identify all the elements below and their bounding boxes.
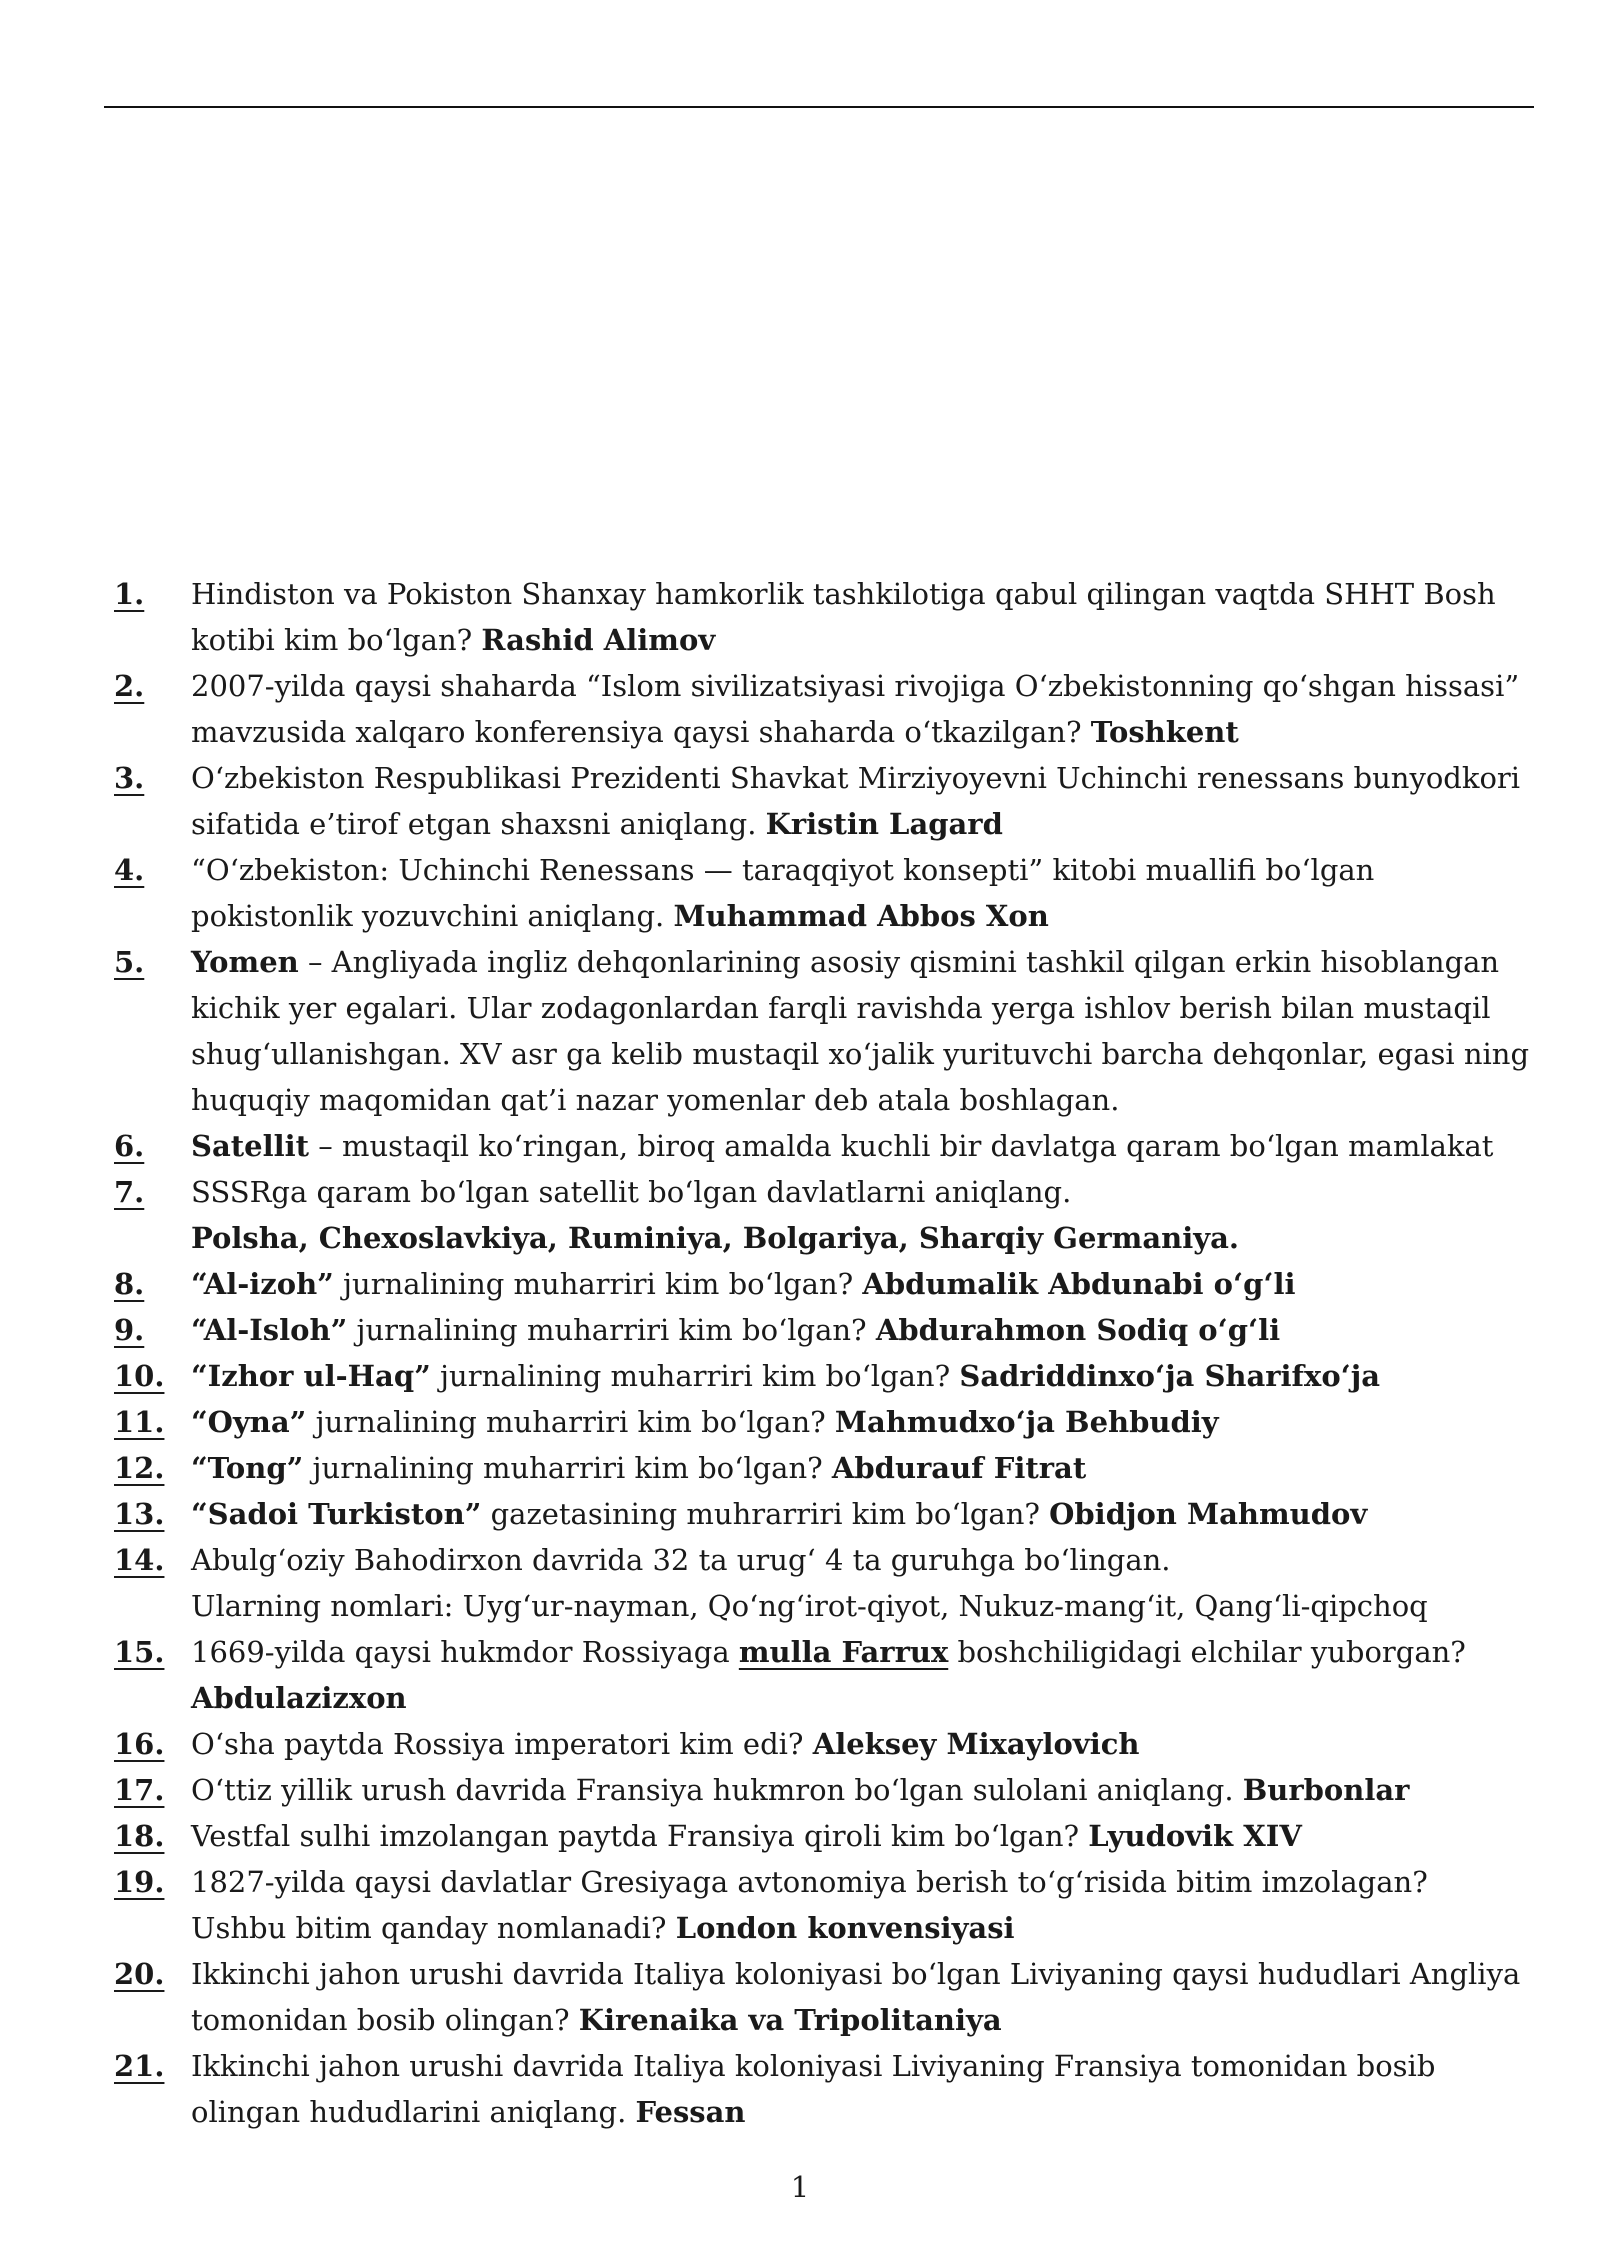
question-number: 15. bbox=[114, 1635, 165, 1669]
question-segment: 1827-yilda qaysi davlatlar Gresiyaga avtonomiya berish to‘g‘risida bitim imzolagan? bbox=[191, 1865, 1428, 1899]
answer-text: Sadriddinxo‘ja Sharifxo‘ja bbox=[959, 1359, 1381, 1393]
question-item bbox=[114, 1859, 1534, 1951]
question-number: 19. bbox=[114, 1865, 165, 1899]
question-number: 21. bbox=[114, 2049, 165, 2083]
question-text bbox=[191, 939, 1534, 1123]
question-text bbox=[191, 755, 1534, 847]
answer-text: Abdurahmon Sodiq o‘g‘li bbox=[875, 1313, 1281, 1347]
question-text bbox=[191, 1445, 1534, 1491]
question-text bbox=[191, 1629, 1534, 1721]
answer-text: “Oyna” bbox=[191, 1405, 307, 1439]
question-segment: Abulg‘oziy Bahodirxon davrida 32 ta urug‘ 4 ta guruhga bo‘lingan. bbox=[191, 1543, 1171, 1577]
question-number: 3. bbox=[114, 761, 145, 795]
answer-text: Fessan bbox=[635, 2095, 746, 2129]
question-text bbox=[191, 1767, 1534, 1813]
question-segment: – Angliyada ingliz dehqonlarining asosiy qismini tashkil qilgan erkin hisoblangan kichik yer egalari. Ular zodagonlardan farqli ravishda yerga ishlov berish bilan mustaqil shug‘ullanishgan. XV asr ga kelib mustaqil xo‘jalik yurituvchi barcha dehqonlar, egasi ning huquqiy maqomidan qat’i nazar yomenlar deb atala boshlagan. bbox=[191, 945, 1530, 1117]
question-number: 14. bbox=[114, 1543, 165, 1577]
question-item bbox=[114, 571, 1534, 663]
answer-text: “Izhor ul-Haq” bbox=[191, 1359, 431, 1393]
question-item bbox=[114, 1721, 1534, 1767]
question-text bbox=[191, 1491, 1534, 1537]
question-segment: Ikkinchi jahon urushi davrida Italiya koloniyasi Liviyaning Fransiya tomonidan bosib olingan hududlarini aniqlang. bbox=[191, 2049, 1436, 2129]
question-segment: jurnalining muharriri kim bo‘lgan? bbox=[347, 1313, 876, 1347]
answer-text: Kirenaika va Tripolitaniya bbox=[578, 2003, 1002, 2037]
question-number: 13. bbox=[114, 1497, 165, 1531]
question-number: 18. bbox=[114, 1819, 165, 1853]
answer-text: Burbonlar bbox=[1242, 1773, 1410, 1807]
question-number: 2. bbox=[114, 669, 145, 703]
question-number: 10. bbox=[114, 1359, 165, 1393]
answer-text: “Tong” bbox=[191, 1451, 304, 1485]
question-item bbox=[114, 1767, 1534, 1813]
question-segment: jurnalining muharriri kim bo‘lgan? bbox=[333, 1267, 863, 1301]
question-item bbox=[114, 1169, 1534, 1261]
question-segment: 1669-yilda qaysi hukmdor Rossiyaga bbox=[191, 1635, 739, 1669]
question-segment: jurnalining muharriri kim bo‘lgan? bbox=[430, 1359, 960, 1393]
page-number: 1 bbox=[790, 2170, 810, 2204]
question-text bbox=[191, 1307, 1534, 1353]
question-segment: jurnalining muharriri kim bo‘lgan? bbox=[306, 1405, 835, 1439]
answer-text: Kristin Lagard bbox=[765, 807, 1003, 841]
question-segment: Ushbu bitim qanday nomlanadi? bbox=[191, 1911, 676, 1945]
question-text bbox=[191, 1399, 1534, 1445]
answer-text: Satellit bbox=[191, 1129, 310, 1163]
question-number: 1. bbox=[114, 577, 145, 611]
question-segment: gazetasining muhrarriri kim bo‘lgan? bbox=[481, 1497, 1050, 1531]
question-number: 9. bbox=[114, 1313, 145, 1347]
question-segment: Vestfal sulhi imzolangan paytda Fransiya qiroli kim bo‘lgan? bbox=[191, 1819, 1089, 1853]
question-text bbox=[191, 1123, 1534, 1169]
question-text bbox=[191, 1813, 1534, 1859]
answer-text: Abdumalik Abdunabi o‘g‘li bbox=[862, 1267, 1296, 1301]
question-segment: O‘zbekiston Respublikasi Prezidenti Shavkat Mirziyoyevni Uchinchi renessans bunyodkori sifatida e’tirof etgan shaxsni aniqlang. bbox=[191, 761, 1521, 841]
answer-text: “Sadoi Turkiston” bbox=[191, 1497, 482, 1531]
question-item bbox=[114, 663, 1534, 755]
question-segment: – mustaqil ko‘ringan, biroq amalda kuchli bir davlatga qaram bo‘lgan mamlakat bbox=[309, 1129, 1494, 1163]
question-item bbox=[114, 1307, 1534, 1353]
answer-text: Lyudovik XIV bbox=[1088, 1819, 1302, 1853]
question-item bbox=[114, 939, 1534, 1123]
question-text bbox=[191, 663, 1534, 755]
question-segment: Ularning nomlari: Uyg‘ur-nayman, Qo‘ng‘irot-qiyot, Nukuz-mang‘it, Qang‘li-qipchoq bbox=[191, 1589, 1428, 1623]
question-item bbox=[114, 1445, 1534, 1491]
question-number: 8. bbox=[114, 1267, 145, 1301]
question-number: 5. bbox=[114, 945, 145, 979]
question-number: 7. bbox=[114, 1175, 145, 1209]
question-text bbox=[191, 571, 1534, 663]
question-number: 12. bbox=[114, 1451, 165, 1485]
question-list bbox=[114, 571, 1534, 2135]
answer-text: Obidjon Mahmudov bbox=[1049, 1497, 1368, 1531]
question-number: 6. bbox=[114, 1129, 145, 1163]
question-item bbox=[114, 1491, 1534, 1537]
question-text bbox=[191, 1353, 1534, 1399]
question-number: 11. bbox=[114, 1405, 165, 1439]
answer-text: “Al-izoh” bbox=[191, 1267, 334, 1301]
question-segment: Ikkinchi jahon urushi davrida Italiya koloniyasi bo‘lgan Liviyaning qaysi hududlari Angliya tomonidan bosib olingan? bbox=[191, 1957, 1521, 2037]
answer-text: Rashid Alimov bbox=[481, 623, 716, 657]
question-text bbox=[191, 1169, 1534, 1261]
top-rule bbox=[104, 106, 1534, 108]
answer-text: Abdulazizxon bbox=[191, 1681, 407, 1715]
question-text bbox=[191, 1721, 1534, 1767]
answer-text: London konvensiyasi bbox=[675, 1911, 1015, 1945]
question-item bbox=[114, 1123, 1534, 1169]
question-text bbox=[191, 1859, 1534, 1951]
answer-text: “Al-Isloh” bbox=[191, 1313, 348, 1347]
answer-text: Toshkent bbox=[1090, 715, 1239, 749]
question-number: 17. bbox=[114, 1773, 165, 1807]
question-number: 4. bbox=[114, 853, 145, 887]
question-item bbox=[114, 1537, 1534, 1629]
question-text bbox=[191, 1537, 1534, 1629]
question-item bbox=[114, 847, 1534, 939]
question-item bbox=[114, 1629, 1534, 1721]
question-text bbox=[191, 2043, 1534, 2135]
question-segment: boshchiligidagi elchilar yuborgan? bbox=[948, 1635, 1466, 1669]
answer-text: Yomen bbox=[191, 945, 299, 979]
answer-text: Muhammad Abbos Xon bbox=[673, 899, 1049, 933]
answer-text: Abdurauf Fitrat bbox=[831, 1451, 1087, 1485]
question-item bbox=[114, 1399, 1534, 1445]
question-item bbox=[114, 755, 1534, 847]
answer-text: Mahmudxo‘ja Behbudiy bbox=[834, 1405, 1219, 1439]
answer-text: Aleksey Mixaylovich bbox=[812, 1727, 1140, 1761]
question-text bbox=[191, 1951, 1534, 2043]
question-segment: O‘sha paytda Rossiya imperatori kim edi? bbox=[191, 1727, 813, 1761]
question-text bbox=[191, 1261, 1534, 1307]
question-segment: “O‘zbekiston: Uchinchi Renessans — taraqqiyot konsepti” kitobi muallifi bo‘lgan pokistonlik yozuvchini aniqlang. bbox=[191, 853, 1375, 933]
answer-text: mulla Farrux bbox=[738, 1635, 949, 1669]
question-segment: jurnalining muharriri kim bo‘lgan? bbox=[303, 1451, 832, 1485]
question-segment: 2007-yilda qaysi shaharda “Islom sivilizatsiyasi rivojiga O‘zbekistonning qo‘shgan hissasi” mavzusida xalqaro konferensiya qaysi shaharda o‘tkazilgan? bbox=[191, 669, 1520, 749]
question-item bbox=[114, 1353, 1534, 1399]
question-item bbox=[114, 1813, 1534, 1859]
question-number: 20. bbox=[114, 1957, 165, 1991]
answer-text: Polsha, Chexoslavkiya, Ruminiya, Bolgariya, Sharqiy Germaniya. bbox=[191, 1221, 1239, 1255]
question-segment: SSSRga qaram bo‘lgan satellit bo‘lgan davlatlarni aniqlang. bbox=[191, 1175, 1072, 1209]
question-number: 16. bbox=[114, 1727, 165, 1761]
question-text bbox=[191, 847, 1534, 939]
question-segment: O‘ttiz yillik urush davrida Fransiya hukmron bo‘lgan sulolani aniqlang. bbox=[191, 1773, 1243, 1807]
question-item bbox=[114, 1261, 1534, 1307]
question-item bbox=[114, 1951, 1534, 2043]
question-segment: Hindiston va Pokiston Shanxay hamkorlik tashkilotiga qabul qilingan vaqtda SHHT Bosh kotibi kim bo‘lgan? bbox=[191, 577, 1496, 657]
question-item bbox=[114, 2043, 1534, 2135]
